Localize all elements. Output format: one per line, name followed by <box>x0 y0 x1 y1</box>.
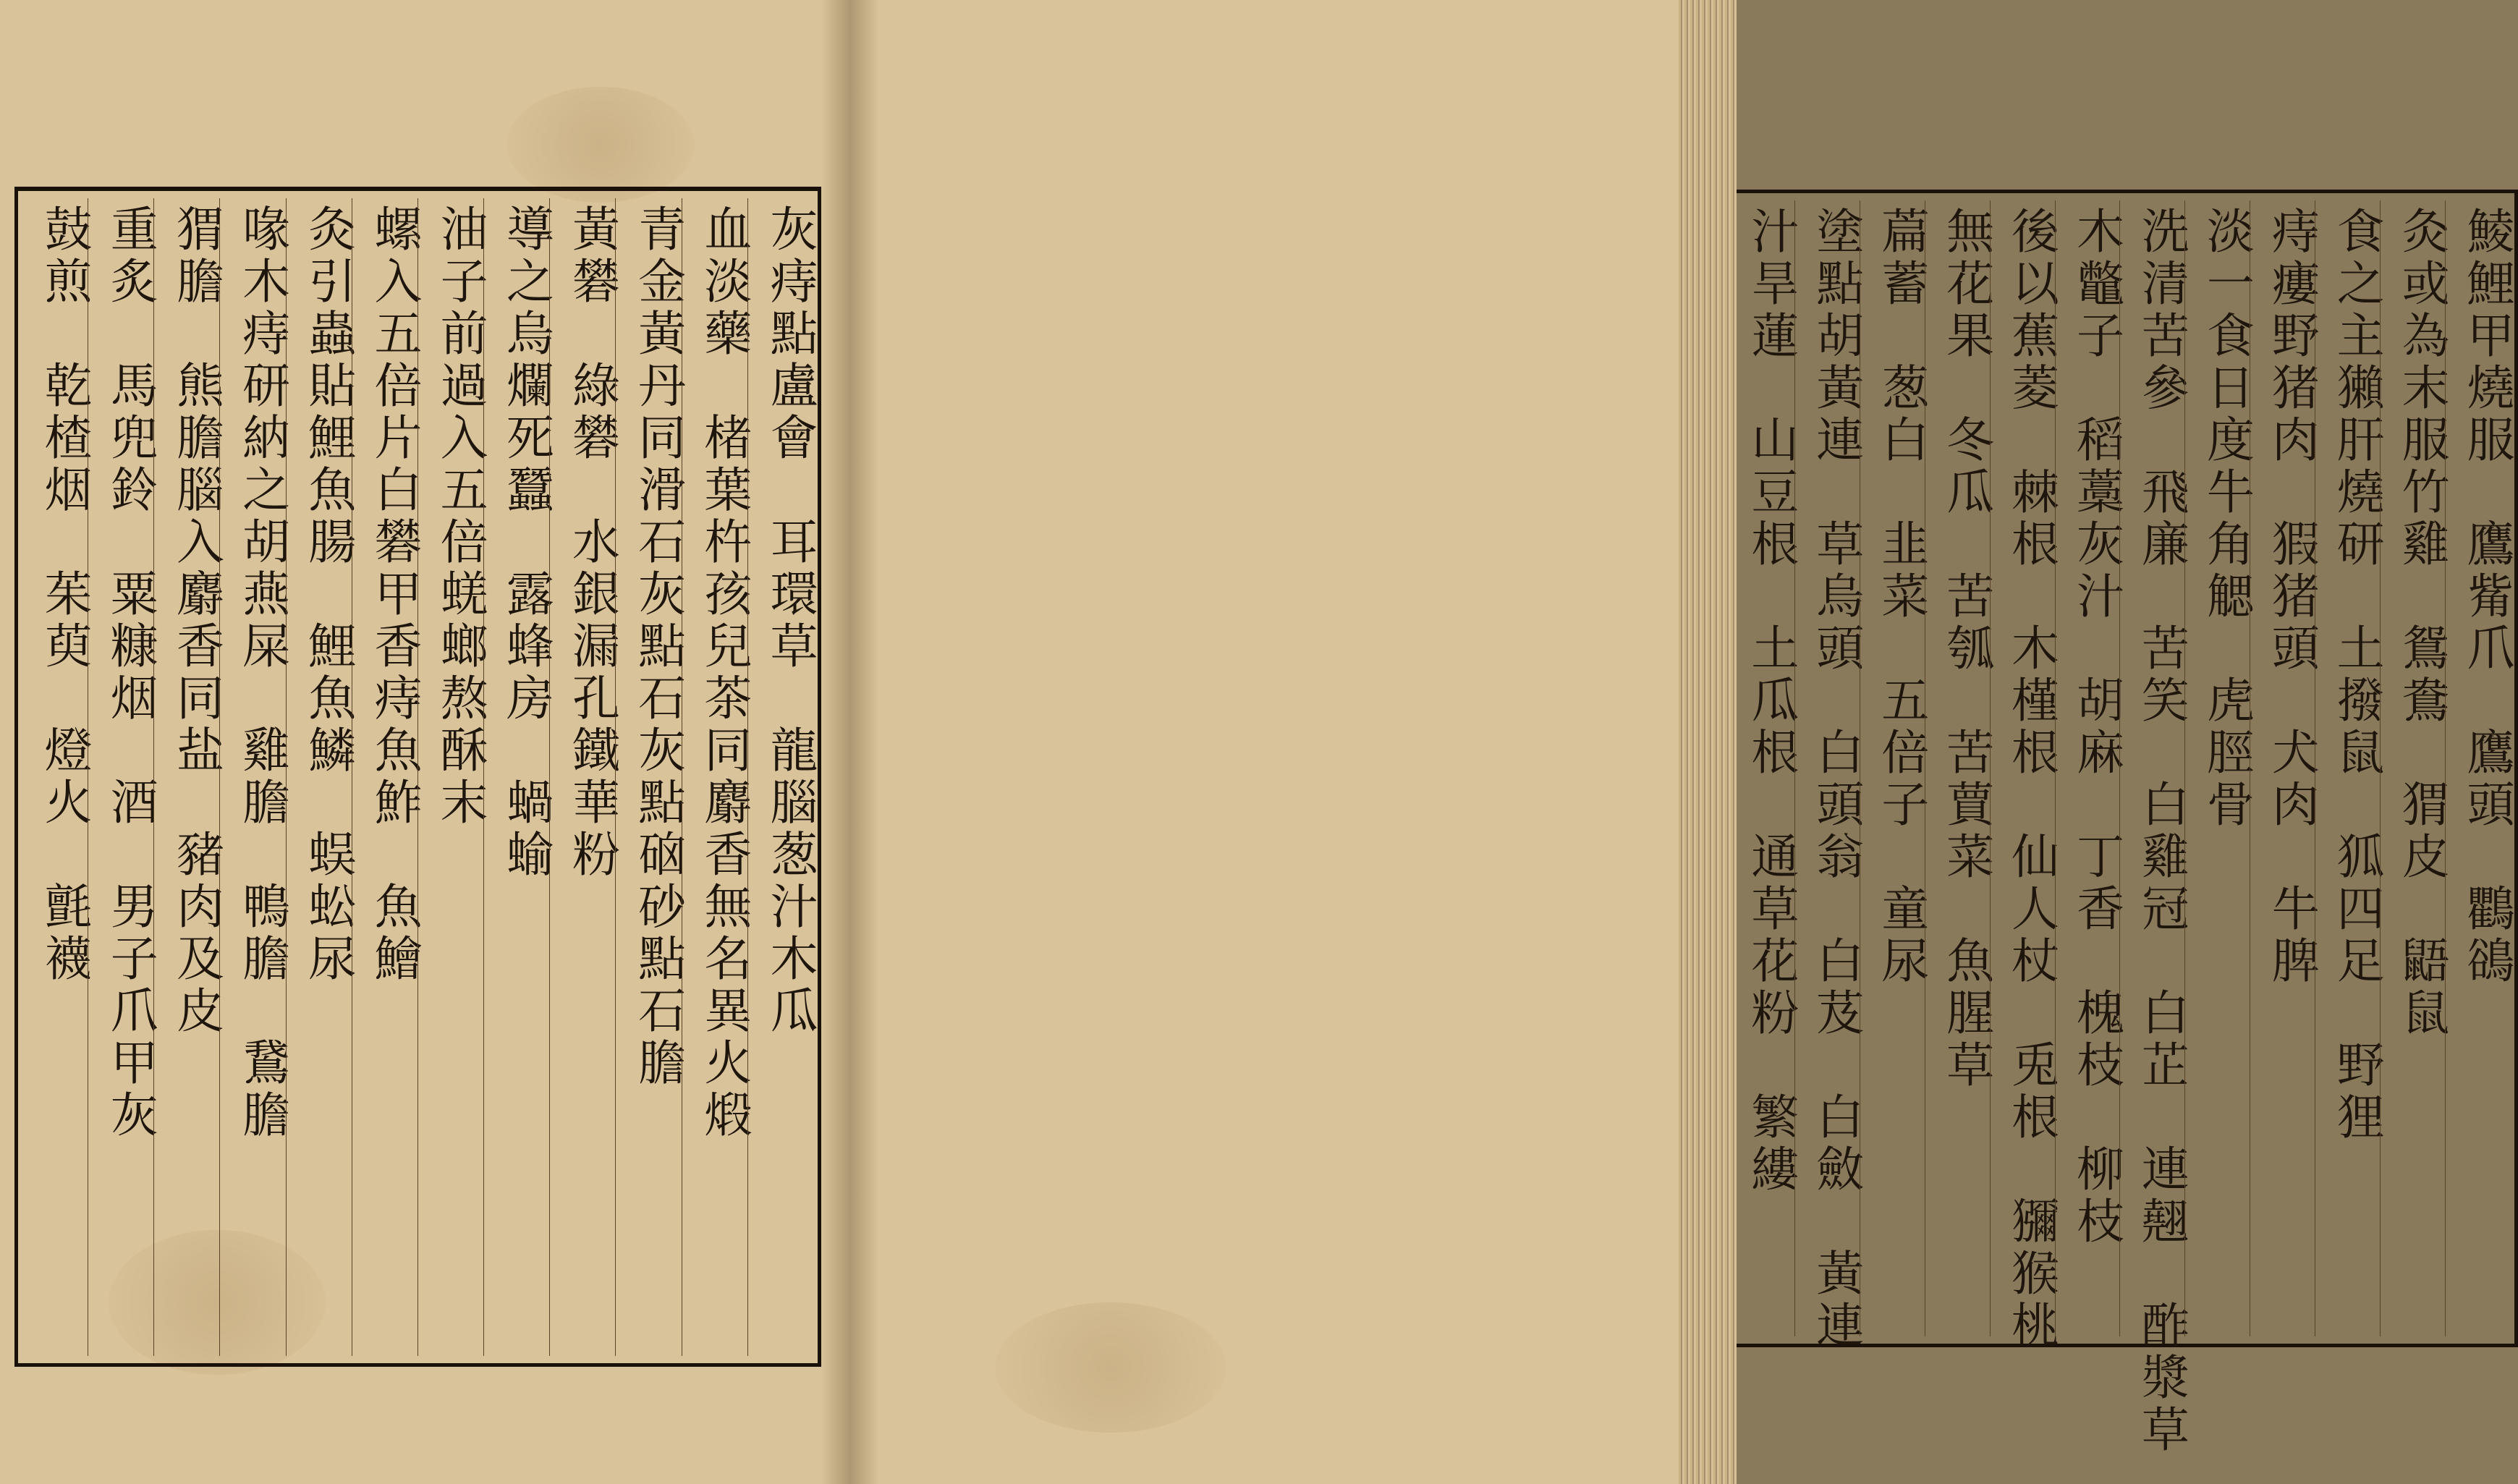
right-col-5: 淡一食日度牛角䚡 虎脛骨 <box>2184 200 2250 1336</box>
left-col-5: 導之烏爛死蠶 露蜂房 蝸蝓 <box>483 198 549 1356</box>
right-col-3: 食之主獺肝燒研 土撥鼠 狐四足 野狸 <box>2315 200 2380 1336</box>
left-col-6: 油子前過入五倍蜣螂熬酥末 <box>417 198 483 1356</box>
book-gutter <box>821 0 879 1484</box>
right-col-1: 鯪鯉甲燒服 鷹觜爪 鷹頭 鸜鵒 <box>2445 200 2510 1336</box>
left-col-12: 鼓煎 乾楂烟 茱萸 燈火 氈襪 <box>36 204 93 985</box>
right-col-11: 塗點胡黃連 草烏頭 白頭翁 白芨 白斂 黃連 <box>1794 200 1860 1336</box>
right-col-6: 洗清苦參 飛廉 苦笑 白雞冠 白芷 連翹 酢漿草 <box>2119 200 2184 1336</box>
right-col-2: 灸或為末服竹雞 鴛鴦 猬皮 鼯鼠 <box>2380 200 2445 1336</box>
right-page <box>850 0 2514 1484</box>
left-columns <box>22 198 818 1356</box>
left-col-8: 灸引蟲貼鯉魚腸 鯉魚鱗 蜈蚣尿 <box>286 198 352 1356</box>
right-col-10: 萹蓄 葱白 韭菜 五倍子 童尿 <box>1860 200 1925 1336</box>
left-col-7: 螺入五倍片白礬甲香痔魚鮓 魚鱠 <box>352 198 417 1356</box>
right-columns <box>1730 200 2514 1457</box>
right-col-9: 無花果 冬瓜 苦瓠 苦蕒菜 魚腥草 <box>1925 200 1990 1336</box>
left-col-2: 血淡藥 楮葉杵孩兒茶同麝香無名異火煅 <box>682 198 747 1356</box>
right-col-12: 汁旱蓮 山豆根 土瓜根 通草花粉 繁縷 <box>1742 206 1799 1196</box>
left-col-1: 灰痔點盧會 耳環草 龍腦葱汁木瓜 <box>747 198 813 1356</box>
left-col-3: 青金黃丹同滑石灰點石灰點硇砂點石膽 <box>615 198 681 1356</box>
right-text-frame <box>1722 190 2518 1457</box>
right-col-4: 痔瘻野猪肉 猳猪頭 犬肉 牛脾 <box>2250 200 2315 1336</box>
left-col-9: 喙木痔研納之胡燕屎 雞膽 鴨膽 鵞膽 <box>219 198 285 1356</box>
right-col-7: 木鼈子 稻藁灰汁 胡麻 丁香 槐枝 柳枝 <box>2055 200 2120 1336</box>
left-col-10: 猬膽 熊膽腦入麝香同盐 豬肉及皮 <box>153 198 219 1356</box>
left-col-11: 重炙 馬兜鈴 粟糠烟 酒 男子爪甲灰 <box>88 198 153 1356</box>
right-col-8: 後以蕉菱 棘根 木槿根 仙人杖 兎根 獼猴桃 <box>1990 200 2055 1336</box>
book-page-edges <box>1679 0 1737 1484</box>
left-col-4: 黃礬 綠礬 水銀漏孔鐵華粉 <box>549 198 615 1356</box>
left-text-frame <box>14 187 821 1367</box>
left-page <box>0 0 852 1484</box>
